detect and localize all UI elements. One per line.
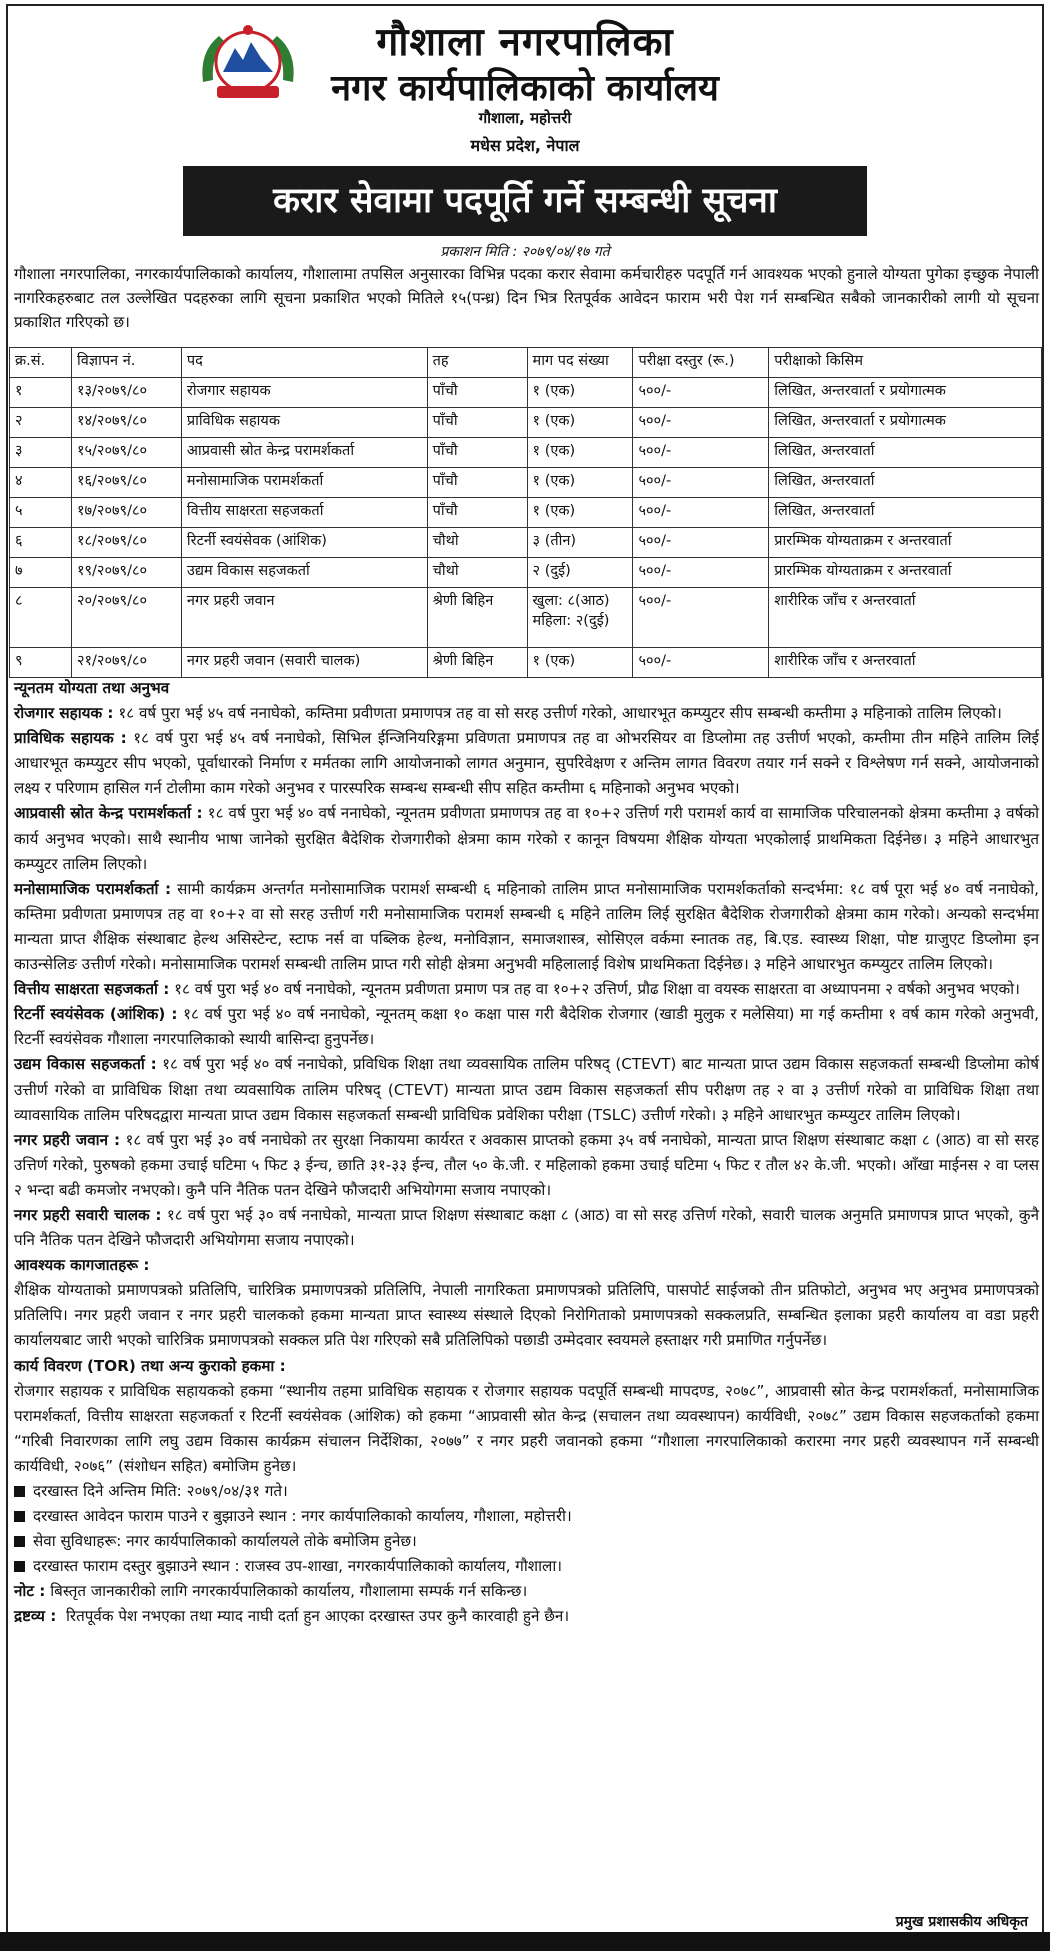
table-body xyxy=(10,378,1042,678)
table-cell: ३ xyxy=(10,438,72,468)
square-bullet-icon xyxy=(14,1536,25,1547)
qualification-text: १८ वर्ष पुरा भई ४५ वर्ष ननाघेको, कम्तिमा प्रवीणता प्रमाणपत्र तह वा सो सरह उत्तीर्ण गरेको, आधारभूत कम्प्युटर सीप सम्बन्धी कम्तीमा ३ महिनाको तालिम लिएको। xyxy=(118,704,1002,723)
table-cell: १४/२०७९/८० xyxy=(71,408,181,438)
qualification-text: १८ वर्ष पुरा भई ४० वर्ष ननाघेको, न्यूनतम प्रवीणता प्रमाणपत्र तह वा १०+२ उत्तिर्ण गरी परामर्श कार्य वा सामाजिक परिचालनको क्षेत्रमा कम्तीमा ३ वर्षको कार्य अनुभव भएको। साथै स्थानीय भाषा जानेको सुरक्षित बैदेशिक रोजगारीको क्षेत्रमा काम गरेको र कानून विषयमा शैक्षिक योग्यता भएकोलाई प्राथमिकता दिईनेछ। ३ महिने आधारभुत कम्प्युटर तालिम लिएको। xyxy=(14,804,1039,873)
qualification-item xyxy=(14,1128,1039,1203)
table-cell: ५००/- xyxy=(633,468,769,498)
table-row xyxy=(10,378,1042,408)
table-cell: २ (दुई) xyxy=(527,558,633,588)
table-cell: पाँचौ xyxy=(427,378,527,408)
table-row xyxy=(10,468,1042,498)
table-row xyxy=(10,648,1042,678)
table-cell: उद्यम विकास सहजकर्ता xyxy=(181,558,427,588)
table-cell: ३ (तीन) xyxy=(527,528,633,558)
office-name: नगर कार्यपालिकाको कार्यालय xyxy=(331,68,719,109)
table-cell: १५/२०७९/८० xyxy=(71,438,181,468)
note-line xyxy=(14,1579,1039,1604)
qualification-item xyxy=(14,701,1039,726)
qualification-list xyxy=(14,701,1039,1253)
table-cell: लिखित, अन्तरवार्ता र प्रयोगात्मक xyxy=(769,408,1042,438)
qualification-item xyxy=(14,801,1039,876)
table-cell: ५००/- xyxy=(633,408,769,438)
table-row xyxy=(10,558,1042,588)
table-cell: पाँचौ xyxy=(427,408,527,438)
qualification-text: १८ वर्ष पुरा भई ४० वर्ष ननाघेको, प्रविधिक शिक्षा तथा व्यवसायिक तालिम परिषद् (CTEVT) बाट मान्यता प्राप्त उद्यम विकास सहजकर्ता सम्बन्धी डिप्लोमा कोर्ष उत्तीर्ण गरेको वा प्राविधिक शिक्षा तथा व्यवसायिक तालिम परिषद् (CTEVT) मान्यता प्राप्त उद्यम विकास सहजकर्ता सीप परीक्षण तह २ वा ३ उत्तीर्ण गरेको वा प्राविधिक शिक्षा तथा व्यावसायिक तालिम परिषदद्वारा मान्यता प्राप्त उद्यम विकास सहजकर्ता सम्बन्धी प्राविधिक प्रवेशिका परीक्षा (TSLC) उत्तीर्ण गरेको। ३ महिने आधारभुत कम्प्युटर तालिम लिएको। xyxy=(14,1055,1040,1124)
qualification-title: उद्यम विकास सहजकर्ता : xyxy=(14,1055,157,1074)
info-bullet xyxy=(14,1554,1039,1579)
table-cell: श्रेणी बिहिन xyxy=(427,588,527,648)
col-header-fee: परीक्षा दस्तुर (रू.) xyxy=(633,348,769,378)
table-cell: चौथो xyxy=(427,558,527,588)
qualification-text: १८ वर्ष पुरा भई ३० वर्ष ननाघेको तर सुरक्षा निकायमा कार्यरत र अवकास प्राप्तको हकमा ३५ वर्ष ननाघेको, मान्यता प्राप्त शिक्षण संस्थाबाट कक्षा ८ (आठ) वा सो सरह उत्तिर्ण गरेको, पुरुषको हकमा उचाई घटिमा ५ फिट ३ ईन्च, छाति ३१-३३ ईन्च, तौल ५० के.जी. र महिलाको हकमा उचाई घटिमा ५ फिट र तौल ४२ के.जी. भएको। आँखा माईनस २ वा प्लस २ भन्दा बढी कमजोर नभएको। कुनै पनि नैतिक पतन देखिने फौजदारी अभियोगमा सजाय नपाएको। xyxy=(14,1130,1039,1199)
signature-title: प्रमुख प्रशासकीय अधिकृत xyxy=(895,1914,1028,1930)
table-cell: लिखित, अन्तरवार्ता xyxy=(769,498,1042,528)
qualification-item xyxy=(14,1002,1039,1052)
table-row xyxy=(10,528,1042,558)
square-bullet-icon xyxy=(14,1511,25,1522)
qualification-item xyxy=(14,877,1039,977)
qualification-text: १८ वर्ष पुरा भई ४० वर्ष ननाघेको, न्यूनतम् कक्षा १० कक्षा पास गरी बैदेशिक रोजगार (खाडी मुलुक र मलेसिया) मा गई कम्तीमा १ वर्ष काम गरेको अनुभवी, रिटर्नी स्वयंसेवक गौशाला नगरपालिकाको स्थायी बासिन्दा हुनुपर्नेछ। xyxy=(14,1005,1040,1049)
notice-body xyxy=(14,676,1039,1630)
table-row xyxy=(10,498,1042,528)
info-bullet-text: सेवा सुविधाहरू: नगर कार्यपालिकाको कार्यालयले तोके बमोजिम हुनेछ। xyxy=(33,1532,417,1551)
table-cell: लिखित, अन्तरवार्ता र प्रयोगात्मक xyxy=(769,378,1042,408)
table-cell: खुला: ८(आठ) महिला: २(दुई) xyxy=(527,588,633,648)
qualification-text: सामी कार्यक्रम अन्तर्गत मनोसामाजिक परामर्श सम्बन्धी ६ महिनाको तालिम प्राप्त मनोसामाजिक परामर्शकर्ताको सन्दर्भमा: १८ वर्ष पूरा भई ४० वर्ष ननाघेको, कम्तिमा प्रवीणता प्रमाणपत्र तह वा १०+२ वा सो सरह उत्तीर्ण गरी मनोसामाजिक परामर्श सम्बन्धी ६ महिने तालिम लिई सुरक्षित बैदेशिक रोजगारीको क्षेत्रमा काम गरेको। अन्यको सन्दर्भमा मान्यता प्राप्त शैक्षिक संस्थाबाट हेल्थ असिस्टेन्ट, स्टाफ नर्स वा पब्लिक हेल्थ, मनोविज्ञान, समाजशास्त्र, सोसिएल वर्कमा स्नातक तह, बि.एड. स्वास्थ्य शिक्षा, पोष्ट ग्राजुएट डिप्लोमा इन काउन्सेलिङ उत्तीर्ण गरेको। मनोसामाजिक परामर्श सम्बन्धी तालिम प्राप्त गरी सोही क्षेत्रमा अनुभवी महिलालाई विशेष प्राथमिकता दिईनेछ। ३ महिने आधारभुत कम्प्युटर तालिम लिएको। xyxy=(14,879,1040,974)
info-bullet xyxy=(14,1504,1039,1529)
info-bullet-text: दरखास्त दिने अन्तिम मिति: २०७९/०४/३१ गते। xyxy=(33,1482,288,1500)
table-cell: १ (एक) xyxy=(527,498,633,528)
col-header-exam-type: परीक्षाको किसिम xyxy=(769,348,1042,378)
table-cell: २ xyxy=(10,408,72,438)
table-cell: ५००/- xyxy=(633,438,769,468)
info-bullet-text: दरखास्त आवेदन फाराम पाउने र बुझाउने स्थान : नगर कार्यपालिकाको कार्यालय, गौशाला, महोत्तरी। xyxy=(33,1507,572,1526)
square-bullet-icon xyxy=(14,1486,25,1497)
col-header-sn: क्र.सं. xyxy=(10,348,72,378)
table-cell: श्रेणी बिहिन xyxy=(427,648,527,678)
bottom-bar xyxy=(0,1932,1050,1951)
qualification-item xyxy=(14,1052,1039,1127)
qualification-text: १८ वर्ष पुरा भई ४५ वर्ष ननाघेको, सिभिल ईन्जिनियरिङ्गमा प्रविणता प्रमाणपत्र तह वा ओभरसियर वा डिप्लोमा तह उत्तीर्ण भएको, कम्तीमा तीन महिने तालिम लिई आधारभूत कम्प्युटर सीप भएको, पूर्वाधारको निर्माण र मर्मतका लागि आयोजनाको लागत अनुमान, सुपरिवेक्षण र अन्तिम लागत विवरण तयार गर्न सक्ने र विश्लेषण गर्न सक्ने, आयोजनाको लक्ष्य र परिणाम हासिल गर्न टोलीमा काम गरेको अनुभव र पारस्परिक सम्बन्ध सम्बन्धी सीप सहित कम्तीमा ६ महिनाको अनुभव भएको। xyxy=(14,729,1040,798)
table-cell: १ (एक) xyxy=(527,468,633,498)
qualification-item xyxy=(14,726,1039,801)
qualification-title: वित्तीय साक्षरता सहजकर्ता : xyxy=(14,980,170,999)
table-cell: आप्रवासी स्रोत केन्द्र परामर्शकर्ता xyxy=(181,438,427,468)
table-cell: लिखित, अन्तरवार्ता xyxy=(769,468,1042,498)
info-bullet-list xyxy=(14,1479,1039,1579)
table-cell: पाँचौ xyxy=(427,498,527,528)
qualification-title: आप्रवासी स्रोत केन्द्र परामर्शकर्ता : xyxy=(14,804,203,823)
table-cell: ५००/- xyxy=(633,648,769,678)
remark-label: द्रष्टव्य : xyxy=(14,1607,57,1626)
table-cell: पाँचौ xyxy=(427,438,527,468)
table-cell: नगर प्रहरी जवान (सवारी चालक) xyxy=(181,648,427,678)
tor-text: रोजगार सहायक र प्राविधिक सहायकको हकमा “स्थानीय तहमा प्राविधिक सहायक र रोजगार सहायक पदपूर्ति सम्बन्धी मापदण्ड, २०७८”, आप्रवासी स्रोत केन्द्र परामर्शकर्ता, मनोसामाजिक परामर्शकर्ता, वित्तीय साक्षरता सहजकर्ता र रिटर्नी स्वयंसेवक (आंशिक) को हकमा “आप्रवासी स्रोत केन्द्र (सचालन तथा व्यवस्थापन) कार्यविधी, २०७८” उद्यम विकास सहजकर्ताको हकमा “गरिबी निवारणका लागि लघु उद्यम विकास कार्यक्रम संचालन निर्देशिका, २०७७” र नगर प्रहरी जवानको हकमा “गौशाला नगरपालिकाको करारमा नगर प्रहरी व्यवस्थापन गर्ने सम्बन्धी कार्यविधी, २०७६” (संशोधन सहित) बमोजिम हुनेछ। xyxy=(14,1381,1039,1475)
qualification-text: १८ वर्ष पुरा भई ४० वर्ष ननाघेको, न्यूनतम प्रवीणता प्रमाण पत्र तह वा १०+२ उत्तिर्ण, प्रौढ शिक्षा वा वयस्क साक्षरता वा अध्यापनमा २ वर्षको अनुभव भएको। xyxy=(174,980,1020,999)
table-cell: १ (एक) xyxy=(527,408,633,438)
table-cell: ८ xyxy=(10,588,72,648)
qualification-title: मनोसामाजिक परामर्शकर्ता : xyxy=(14,879,172,898)
table-cell: १ (एक) xyxy=(527,378,633,408)
info-bullet xyxy=(14,1479,1039,1504)
table-cell: प्राविधिक सहायक xyxy=(181,408,427,438)
col-header-ad-no: विज्ञापन नं. xyxy=(71,348,181,378)
table-cell: ४ xyxy=(10,468,72,498)
table-cell: २१/२०७९/८० xyxy=(71,648,181,678)
qualification-item xyxy=(14,1203,1039,1253)
documents-heading: आवश्यक कागजातहरू : xyxy=(14,1256,150,1275)
table-cell: १ (एक) xyxy=(527,438,633,468)
col-header-post: पद xyxy=(181,348,427,378)
table-cell: १ (एक) xyxy=(527,648,633,678)
qualification-item xyxy=(14,977,1039,1002)
documents-text: शैक्षिक योग्यताको प्रमाणपत्रको प्रतिलिपि, चारित्रिक प्रमाणपत्रको प्रतिलिपि, नेपाली नागरिकता प्रमाणपत्रको प्रतिलिपि, पासपोर्ट साईजको तीन प्रतिफोटो, अनुभव भए अनुभव प्रमाणपत्रको प्रतिलिपि। नगर प्रहरी जवान र नगर प्रहरी चालकको हकमा मान्यता प्राप्त स्वास्थ्य संस्थाले दिएको निरोगिताको प्रमाणपत्रको सक्कलप्रति, सम्बन्धित इलाका प्रहरी कार्यालय वा वडा प्रहरी कार्यालयबाट जारी भएको चारित्रिक प्रमाणपत्रको सक्कल प्रति पेश गरिएको सबै प्रतिलिपिको पछाडी उम्मेदवार स्वयमले हस्ताक्षर गरी प्रमाणित गर्नुपर्नेछ। xyxy=(14,1281,1039,1350)
note-label: नोट : xyxy=(14,1582,46,1601)
notice-title: करार सेवामा पदपूर्ति गर्ने सम्बन्धी सूचना xyxy=(183,166,867,236)
table-cell: शारीरिक जाँच र अन्तरवार्ता xyxy=(769,588,1042,648)
table-cell: प्रारम्भिक योग्यताक्रम र अन्तरवार्ता xyxy=(769,528,1042,558)
table-row xyxy=(10,588,1042,648)
table-cell: वित्तीय साक्षरता सहजकर्ता xyxy=(181,498,427,528)
table-cell: रिटर्नी स्वयंसेवक (आंशिक) xyxy=(181,528,427,558)
qualification-title: नगर प्रहरी सवारी चालक : xyxy=(14,1205,162,1224)
table-cell: ५००/- xyxy=(633,498,769,528)
table-cell: १ xyxy=(10,378,72,408)
table-header-row xyxy=(10,348,1042,378)
qualification-title: नगर प्रहरी जवान : xyxy=(14,1130,121,1149)
qualification-heading: न्यूनतम योग्यता तथा अनुभव xyxy=(14,679,170,697)
office-address: गौशाला, महोत्तरी xyxy=(478,109,572,127)
remark-text: रितपूर्वक पेश नभएका तथा म्याद नाघी दर्ता हुन आएका दरखास्त उपर कुनै कारवाही हुने छैन। xyxy=(65,1607,570,1626)
publication-date: प्रकाशन मिति : २०७९/०४/१७ गते xyxy=(440,244,610,260)
table-cell: पाँचौ xyxy=(427,468,527,498)
tor-heading: कार्य विवरण (TOR) तथा अन्य कुराको हकमा : xyxy=(14,1356,286,1375)
table-cell: ६ xyxy=(10,528,72,558)
qualification-title: प्राविधिक सहायक : xyxy=(14,729,127,748)
table-cell: २०/२०७९/८० xyxy=(71,588,181,648)
table-row xyxy=(10,438,1042,468)
table-cell: ५००/- xyxy=(633,528,769,558)
table-cell: चौथो xyxy=(427,528,527,558)
table-cell: १६/२०७९/८० xyxy=(71,468,181,498)
note-text: बिस्तृत जानकारीको लागि नगरकार्यपालिकाको कार्यालय, गौशालामा सम्पर्क गर्न सकिन्छ। xyxy=(50,1582,528,1601)
table-cell: शारीरिक जाँच र अन्तरवार्ता xyxy=(769,648,1042,678)
table-cell: १९/२०७९/८० xyxy=(71,558,181,588)
remark-line xyxy=(14,1604,1039,1629)
info-bullet xyxy=(14,1529,1039,1554)
table-cell: ७ xyxy=(10,558,72,588)
table-cell: प्रारम्भिक योग्यताक्रम र अन्तरवार्ता xyxy=(769,558,1042,588)
table-cell: ५ xyxy=(10,498,72,528)
table-cell: १८/२०७९/८० xyxy=(71,528,181,558)
table-cell: लिखित, अन्तरवार्ता xyxy=(769,438,1042,468)
letterhead xyxy=(0,0,1050,240)
col-header-required: माग पद संख्या xyxy=(527,348,633,378)
table-cell: ५००/- xyxy=(633,558,769,588)
qualification-text: १८ वर्ष पुरा भई ३० वर्ष ननाघेको, मान्यता प्राप्त शिक्षण संस्थाबाट कक्षा ८ (आठ) वा सो सरह उत्तिर्ण गरेको, सवारी चालक अनुमति प्रमाणपत्र प्राप्त भएको, कुनै पनि नैतिक पतन देखिने फौजदारी अभियोगमा सजाय नपाएको। xyxy=(14,1205,1039,1250)
table-cell: १७/२०७९/८० xyxy=(71,498,181,528)
qualification-title: रिटर्नी स्वयंसेवक (आंशिक) : xyxy=(14,1005,178,1024)
table-cell: मनोसामाजिक परामर्शकर्ता xyxy=(181,468,427,498)
qualification-title: रोजगार सहायक : xyxy=(14,704,114,723)
table-row xyxy=(10,408,1042,438)
municipality-name: गौशाला नगरपालिका xyxy=(376,20,674,65)
table-cell: ५००/- xyxy=(633,378,769,408)
info-bullet-text: दरखास्त फाराम दस्तुर बुझाउने स्थान : राजस्व उप-शाखा, नगरकार्यपालिकाको कार्यालय, गौशाला। xyxy=(33,1557,563,1576)
vacancy-table xyxy=(9,347,1042,678)
col-header-level: तह xyxy=(427,348,527,378)
table-cell: ५००/- xyxy=(633,588,769,648)
table-cell: नगर प्रहरी जवान xyxy=(181,588,427,648)
table-cell: रोजगार सहायक xyxy=(181,378,427,408)
intro-paragraph: गौशाला नगरपालिका, नगरकार्यपालिकाको कार्यालय, गौशालामा तपसिल अनुसारका विभिन्न पदका करार सेवामा कर्मचारीहरु पदपूर्ति गर्न आवश्यक भएको हुनाले योग्यता पुगेका इच्छुक नेपाली नागरिकहरुबाट तल उल्लेखित पदहरुका लागि सूचना प्रकाशित भएको मितिले १५(पन्ध्र) दिन भित्र रितपूर्वक आवेदन फाराम भरी पेश गर्न सम्बन्धित सबैको जानकारीको लागी यो सूचना प्रकाशित गरिएको छ। xyxy=(14,265,1039,331)
table-cell: १३/२०७९/८० xyxy=(71,378,181,408)
square-bullet-icon xyxy=(14,1561,25,1572)
table-cell: ९ xyxy=(10,648,72,678)
province-name: मधेस प्रदेश, नेपाल xyxy=(470,136,580,155)
